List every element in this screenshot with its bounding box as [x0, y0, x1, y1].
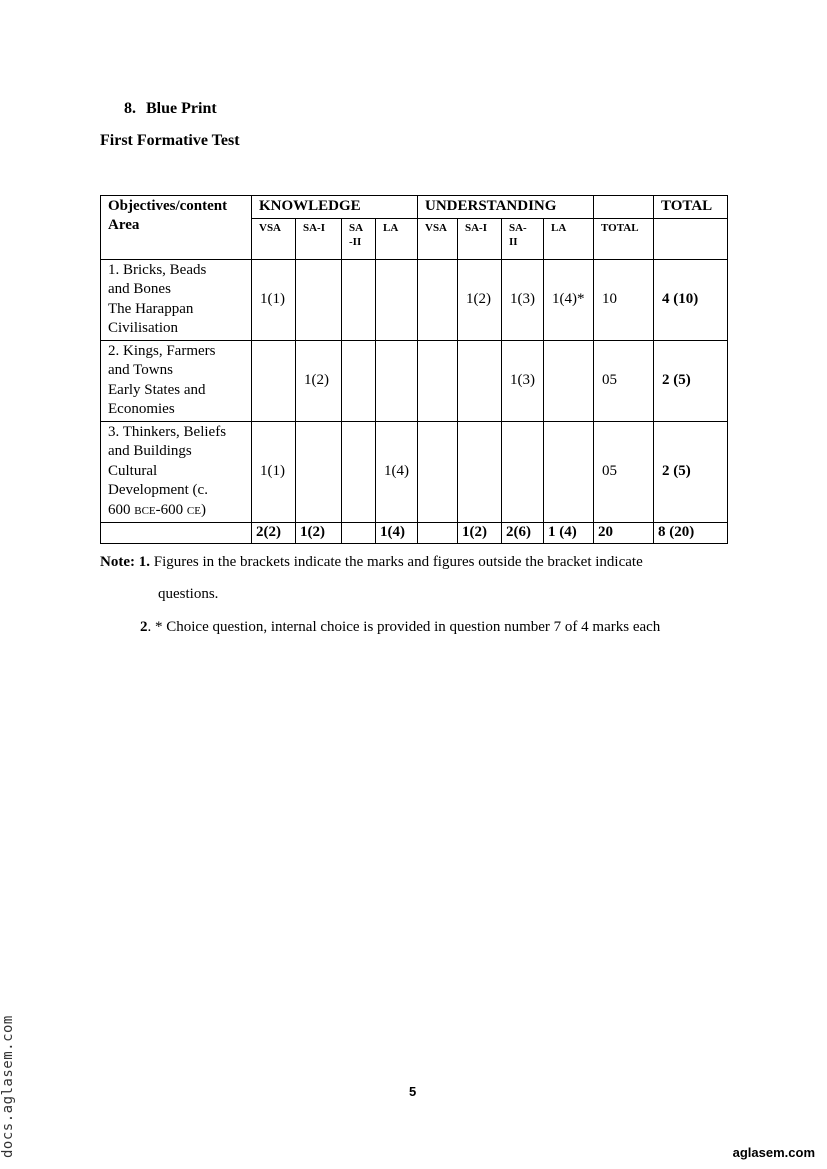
header-knowledge: KNOWLEDGE — [252, 196, 418, 219]
cell — [458, 421, 502, 523]
table-row — [101, 421, 728, 523]
cell — [342, 421, 376, 523]
subheader-sa1: SA-I — [296, 218, 342, 259]
header-total: TOTAL — [654, 196, 728, 219]
subheader-la: LA — [376, 218, 418, 259]
header-blank — [594, 196, 654, 219]
cell: 1(4) — [376, 421, 418, 523]
section-number: 8. — [124, 100, 136, 117]
era-close: ) — [200, 501, 206, 518]
era-sep: -600 — [155, 501, 187, 518]
cell — [418, 340, 458, 421]
note-1-text: Figures in the brackets indicate the marks and figures outside the bracket indicate — [149, 554, 643, 570]
cell: 1(2) — [296, 340, 342, 421]
cell — [418, 421, 458, 523]
cell — [252, 340, 296, 421]
note-2-text: . * Choice question, internal choice is provided in question number 7 of 4 marks each — [147, 619, 661, 635]
subheader-vsa: VSA — [252, 218, 296, 259]
cell — [376, 340, 418, 421]
cell: 05 — [594, 340, 654, 421]
note-2-number: 2 — [140, 619, 148, 635]
total-cell: 1(4) — [376, 523, 418, 544]
row-area — [101, 421, 252, 523]
row-area: 2. Kings, Farmers and Towns Early States and Economies — [101, 340, 252, 421]
note-1-continued: questions. — [158, 586, 219, 602]
total-cell: 2(2) — [252, 523, 296, 544]
cell — [458, 340, 502, 421]
blueprint-table — [100, 195, 728, 544]
cell — [502, 421, 544, 523]
cell: 1(1) — [252, 259, 296, 340]
cell: 10 — [594, 259, 654, 340]
total-cell: 1(2) — [458, 523, 502, 544]
side-watermark: docs.aglasem.com — [0, 1015, 16, 1158]
total-cell: 1(2) — [296, 523, 342, 544]
cell — [376, 259, 418, 340]
note-label: Note: 1. — [100, 554, 150, 570]
cell — [544, 421, 594, 523]
test-title: First Formative Test — [100, 132, 240, 149]
row-area-text: 3. Thinkers, Beliefs and Buildings Cultural Development (c. 600 — [108, 423, 227, 518]
header-understanding: UNDERSTANDING — [418, 196, 594, 219]
era-ce: CE — [186, 504, 201, 517]
subheader-sa1: SA-I — [458, 218, 502, 259]
cell — [296, 259, 342, 340]
brand-footer: aglasem.com — [732, 1145, 815, 1160]
subheader-sa2: SA -II — [342, 218, 376, 259]
cell: 1(1) — [252, 421, 296, 523]
grand-total: 8 (20) — [654, 523, 728, 544]
cell — [342, 340, 376, 421]
total-cell — [101, 523, 252, 544]
total-cell: 1 (4) — [544, 523, 594, 544]
table-row — [101, 340, 728, 421]
cell: 1(3) — [502, 259, 544, 340]
subheader-total: TOTAL — [594, 218, 654, 259]
cell: 1(4)* — [544, 259, 594, 340]
era-bce: BCE — [134, 504, 156, 517]
row-total: 2 (5) — [654, 340, 728, 421]
cell: 1(3) — [502, 340, 544, 421]
subheader-blank — [654, 218, 728, 259]
note-2 — [140, 617, 660, 637]
cell — [544, 340, 594, 421]
cell — [418, 259, 458, 340]
cell: 1(2) — [458, 259, 502, 340]
row-total: 2 (5) — [654, 421, 728, 523]
cell — [296, 421, 342, 523]
note-1 — [100, 552, 643, 572]
section-title: Blue Print — [146, 100, 217, 117]
page-number: 5 — [409, 1084, 417, 1099]
total-cell: 20 — [594, 523, 654, 544]
header-objectives: Objectives/content Area — [101, 196, 252, 260]
cell — [342, 259, 376, 340]
cell: 05 — [594, 421, 654, 523]
row-area: 1. Bricks, Beads and Bones The Harappan Civilisation — [101, 259, 252, 340]
total-cell — [418, 523, 458, 544]
row-total: 4 (10) — [654, 259, 728, 340]
totals-row — [101, 523, 728, 544]
subheader-sa2: SA- II — [502, 218, 544, 259]
total-cell — [342, 523, 376, 544]
subheader-la: LA — [544, 218, 594, 259]
table-row — [101, 259, 728, 340]
section-heading — [124, 100, 217, 118]
total-cell: 2(6) — [502, 523, 544, 544]
subheader-vsa: VSA — [418, 218, 458, 259]
